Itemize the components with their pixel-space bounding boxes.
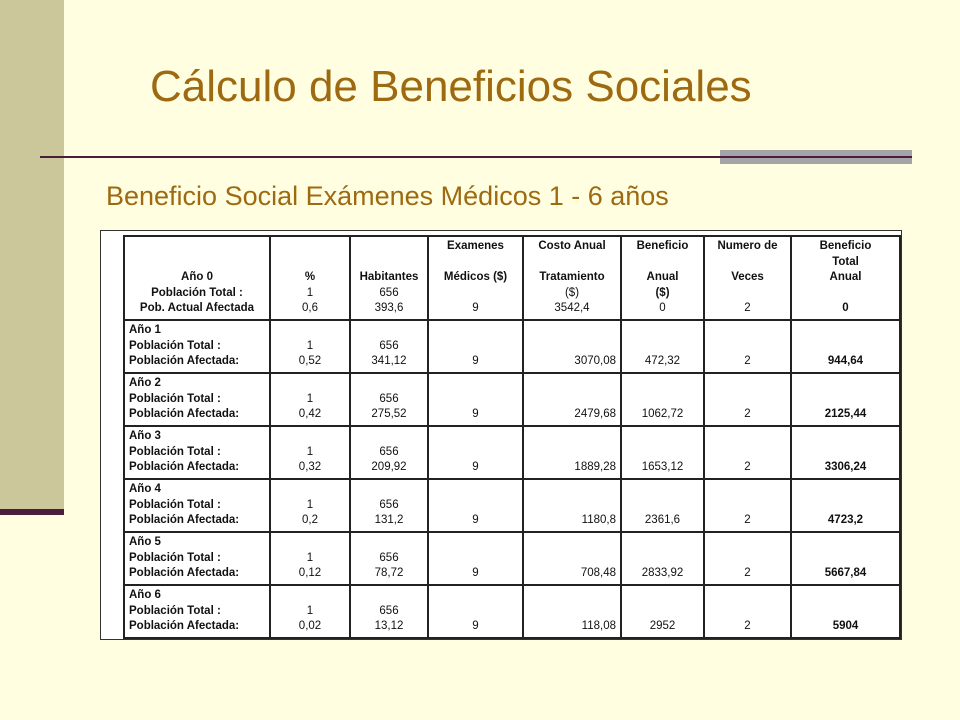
table-row xyxy=(124,585,900,638)
exam-cell xyxy=(428,532,523,585)
pct-value-2: 0,32 xyxy=(298,461,322,473)
pct-cell xyxy=(270,426,350,479)
header-benef-line2: Anual xyxy=(646,271,679,283)
hab-cell xyxy=(350,373,428,426)
header-costo-line1: Costo Anual xyxy=(538,240,606,252)
row-year-label: Año 0 xyxy=(181,271,213,283)
row-year-label: Año 4 xyxy=(129,483,161,495)
hab-cell xyxy=(350,532,428,585)
hab-value-1: 656 xyxy=(379,498,399,511)
pct-value-2: 0,52 xyxy=(298,355,322,367)
benef-value: 1653,12 xyxy=(641,461,684,473)
hab-value-2: 131,2 xyxy=(374,514,404,526)
hab-value-1: 656 xyxy=(379,551,399,564)
veces-value: 2 xyxy=(744,620,751,632)
header-benef xyxy=(621,236,704,320)
pct-value-1: 1 xyxy=(306,551,314,564)
hab-cell xyxy=(350,479,428,532)
row-year-label: Año 2 xyxy=(129,377,161,389)
pct-value-2: 0,42 xyxy=(298,408,322,420)
hab-value-1: 656 xyxy=(379,604,399,617)
hab-value-2: 275,52 xyxy=(371,408,407,420)
benef-cell xyxy=(621,532,704,585)
total-value: 5667,84 xyxy=(824,567,867,579)
title-divider-accent xyxy=(720,150,912,164)
row-line2-label: Pob. Actual Afectada xyxy=(139,302,255,314)
total-value: 0 xyxy=(842,302,849,314)
hab-value-1: 656 xyxy=(379,392,399,405)
pct-value-2: 0,02 xyxy=(298,620,322,632)
row-line1-label: Población Total : xyxy=(129,392,221,405)
veces-cell xyxy=(704,585,791,638)
benef-value: 2952 xyxy=(649,620,676,632)
header-hab-label: Habitantes xyxy=(359,271,419,283)
benef-value: 2361,6 xyxy=(644,514,681,526)
pct-value-1: 1 xyxy=(306,604,314,617)
pct-cell xyxy=(270,320,350,373)
row-year-label: Año 1 xyxy=(129,324,161,336)
sidebar-accent-line xyxy=(0,509,64,515)
benef-cell xyxy=(621,373,704,426)
total-cell xyxy=(791,585,900,638)
row-line1-label: Población Total : xyxy=(129,551,221,564)
scanned-table-image xyxy=(100,230,902,640)
header-costo-line2: Tratamiento xyxy=(539,271,605,283)
pct-cell xyxy=(270,373,350,426)
header-veces-line1: Numero de xyxy=(717,240,778,252)
veces-value: 2 xyxy=(744,302,751,314)
costo-cell xyxy=(523,532,621,585)
row-label-cell xyxy=(124,532,270,585)
total-cell xyxy=(791,426,900,479)
pct-cell xyxy=(270,532,350,585)
table-row xyxy=(124,320,900,373)
header-total-line1: Beneficio xyxy=(819,240,872,252)
header-pct-label: % xyxy=(304,271,316,283)
row-year-label: Año 3 xyxy=(129,430,161,442)
hab-cell xyxy=(350,320,428,373)
exam-cell xyxy=(428,585,523,638)
pct-value-2: 0,2 xyxy=(302,514,318,526)
exam-value: 9 xyxy=(472,408,479,420)
exam-cell xyxy=(428,373,523,426)
exam-value: 9 xyxy=(472,302,479,314)
hab-value-1: 656 xyxy=(379,445,399,458)
row-line2-label: Población Afectada: xyxy=(129,514,240,526)
total-cell xyxy=(791,479,900,532)
exam-cell xyxy=(428,426,523,479)
header-total-line2: Total xyxy=(832,255,859,268)
exam-value: 9 xyxy=(472,514,479,526)
row-year-label: Año 5 xyxy=(129,536,161,548)
header-veces-line2: Veces xyxy=(731,271,764,283)
total-cell xyxy=(791,532,900,585)
benef-value: 1062,72 xyxy=(641,408,684,420)
costo-value: 708,48 xyxy=(580,567,616,579)
header-total-line3: Anual xyxy=(829,271,862,283)
costo-value: 118,08 xyxy=(581,620,616,632)
total-cell xyxy=(791,320,900,373)
costo-cell xyxy=(523,373,621,426)
header-exam-line1: Examenes xyxy=(447,240,504,252)
exam-value: 9 xyxy=(472,355,479,367)
total-value: 5904 xyxy=(832,620,859,632)
table-row xyxy=(124,532,900,585)
exam-value: 9 xyxy=(472,567,479,579)
header-veces xyxy=(704,236,791,320)
benefits-table xyxy=(123,235,901,639)
row-line1-label: Población Total : xyxy=(129,604,221,617)
exam-cell xyxy=(428,479,523,532)
veces-value: 2 xyxy=(744,567,751,579)
table-header-row xyxy=(124,236,900,320)
pct-value-2: 0,6 xyxy=(302,302,318,314)
hab-value-2: 341,12 xyxy=(371,355,407,367)
header-hab xyxy=(350,236,428,320)
costo-cell xyxy=(523,479,621,532)
hab-cell xyxy=(350,585,428,638)
exam-value: 9 xyxy=(472,620,479,632)
row-label-cell xyxy=(124,479,270,532)
veces-value: 2 xyxy=(744,461,751,473)
pct-value-1: 1 xyxy=(306,445,314,458)
benef-cell xyxy=(621,426,704,479)
row-label-cell xyxy=(124,585,270,638)
veces-value: 2 xyxy=(744,408,751,420)
benef-value: 0 xyxy=(659,302,666,314)
row-label-cell xyxy=(124,373,270,426)
table-row xyxy=(124,373,900,426)
row-label-cell xyxy=(124,426,270,479)
veces-cell xyxy=(704,479,791,532)
veces-cell xyxy=(704,373,791,426)
costo-cell xyxy=(523,426,621,479)
slide-sidebar-decoration xyxy=(0,0,64,512)
benef-value: 472,32 xyxy=(644,355,681,367)
row-line1-label: Población Total : xyxy=(129,445,221,458)
header-exam xyxy=(428,236,523,320)
hab-cell xyxy=(350,426,428,479)
row-line2-label: Población Afectada: xyxy=(129,461,240,473)
hab-value-2: 209,92 xyxy=(371,461,407,473)
veces-cell xyxy=(704,320,791,373)
row-label-cell xyxy=(124,320,270,373)
total-cell xyxy=(791,373,900,426)
costo-value: 1889,28 xyxy=(574,461,616,473)
benef-value: 2833,92 xyxy=(641,567,684,579)
header-total xyxy=(791,236,900,320)
header-costo-line3: ($) xyxy=(564,286,580,299)
pct-value-1: 1 xyxy=(306,498,314,511)
header-costo xyxy=(523,236,621,320)
costo-value: 1180,8 xyxy=(581,514,616,526)
veces-value: 2 xyxy=(744,514,751,526)
row-line1-label: Población Total : xyxy=(151,286,243,299)
total-value: 3306,24 xyxy=(824,461,867,473)
header-year-cell xyxy=(124,236,270,320)
veces-cell xyxy=(704,532,791,585)
slide-title: Cálculo de Beneficios Sociales xyxy=(150,62,752,111)
hab-value-2: 393,6 xyxy=(374,302,404,314)
row-line2-label: Población Afectada: xyxy=(129,567,240,579)
exam-value: 9 xyxy=(472,461,479,473)
total-value: 4723,2 xyxy=(827,514,864,526)
exam-cell xyxy=(428,320,523,373)
table-row xyxy=(124,479,900,532)
pct-value-1: 1 xyxy=(306,339,314,352)
pct-cell xyxy=(270,479,350,532)
row-line2-label: Población Afectada: xyxy=(129,620,240,632)
hab-value-2: 78,72 xyxy=(374,567,404,579)
costo-value: 3070,08 xyxy=(574,355,616,367)
veces-value: 2 xyxy=(744,355,751,367)
row-line2-label: Población Afectada: xyxy=(129,408,240,420)
pct-value-1: 1 xyxy=(306,392,314,405)
header-benef-line1: Beneficio xyxy=(636,240,689,252)
benef-cell xyxy=(621,320,704,373)
benef-cell xyxy=(621,479,704,532)
row-line2-label: Población Afectada: xyxy=(129,355,240,367)
costo-value: 3542,4 xyxy=(554,302,590,314)
header-pct xyxy=(270,236,350,320)
hab-value-2: 13,12 xyxy=(374,620,404,632)
costo-cell xyxy=(523,585,621,638)
header-benef-line3: ($) xyxy=(655,286,670,299)
benef-cell xyxy=(621,585,704,638)
pct-cell xyxy=(270,585,350,638)
veces-cell xyxy=(704,426,791,479)
pct-value-1: 1 xyxy=(306,286,314,299)
costo-cell xyxy=(523,320,621,373)
costo-value: 2479,68 xyxy=(574,408,616,420)
slide-subtitle: Beneficio Social Exámenes Médicos 1 - 6 años xyxy=(106,181,669,211)
row-year-label: Año 6 xyxy=(129,589,161,601)
row-line1-label: Población Total : xyxy=(129,339,221,352)
pct-value-2: 0,12 xyxy=(298,567,322,579)
hab-value-1: 656 xyxy=(379,286,399,299)
table-row xyxy=(124,426,900,479)
table-body xyxy=(124,320,900,638)
row-line1-label: Población Total : xyxy=(129,498,221,511)
hab-value-1: 656 xyxy=(379,339,399,352)
total-value: 944,64 xyxy=(827,355,864,367)
total-value: 2125,44 xyxy=(824,408,867,420)
header-exam-line2: Médicos ($) xyxy=(443,271,508,283)
